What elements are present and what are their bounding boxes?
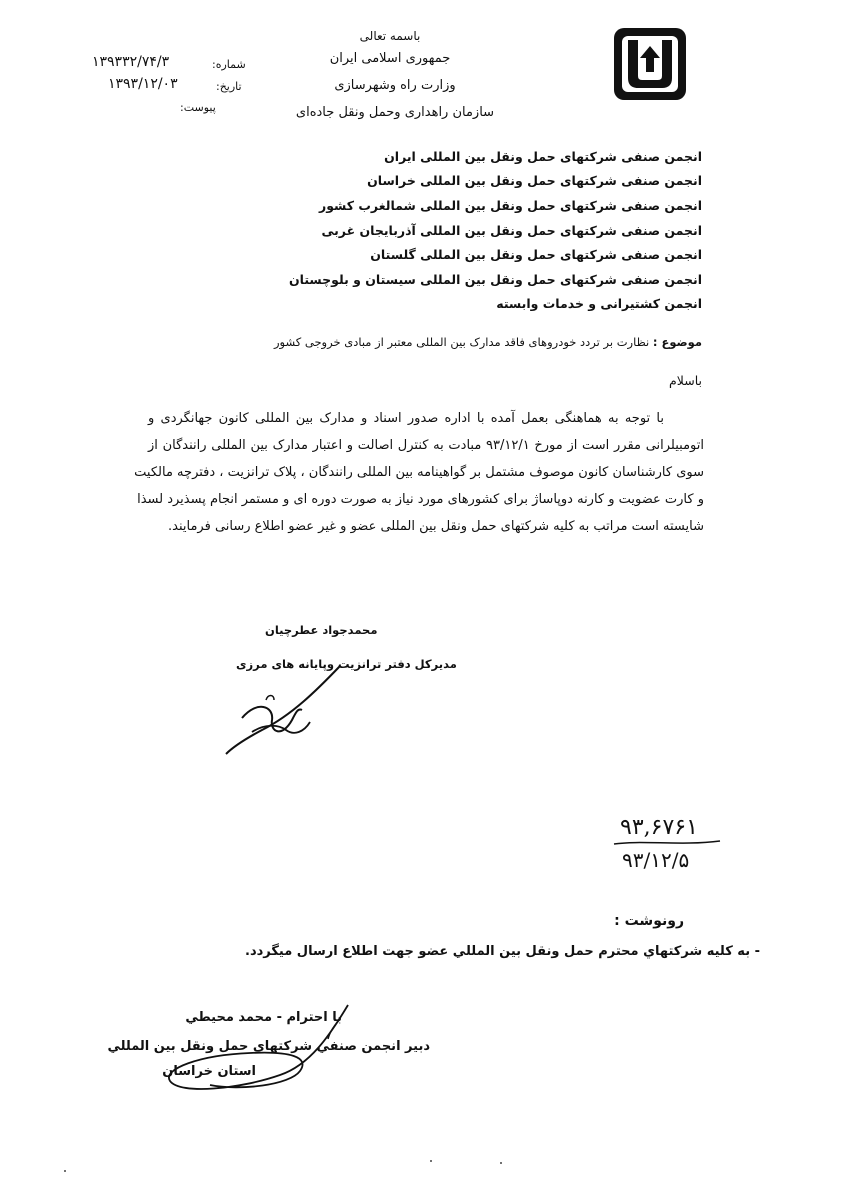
handwritten-number: ۹۳,۶۷۶۱	[620, 815, 698, 840]
scan-speck	[64, 1170, 66, 1172]
signatory-name: محمدجواد عطرچیان	[265, 623, 378, 637]
underline-icon	[612, 838, 722, 848]
closing-line: با احترام - محمد محیطي	[185, 1010, 342, 1025]
body-line: اتومبیلرانی مقرر است از مورخ ۹۳/۱۲/۱ مبادت به کنترل اصالت و اعتبار مدارک بین المللی رانندگان از	[148, 438, 704, 453]
body-line: و کارت عضویت و کارنه دوپاساژ برای کشورهای مورد نیاز به صورت دوره ای و مستمر انجام پسذیرد لسذا	[137, 492, 704, 507]
subject-text: نظارت بر تردد خودروهای فاقد مدارک بین المللی معتبر از مبادی خروجی کشور	[273, 335, 650, 349]
signatory-title: مدیرکل دفتر ترانزیت وپایانه های مرزی	[236, 657, 457, 671]
attachment-label: پیوست:	[180, 101, 216, 114]
body-line: سوی کارشناسان کانون موصوف مشتمل بر گواهینامه بین المللی رانندگان ، پلاک ترانزیت ، دفترچه مالکیت	[134, 465, 704, 480]
organization-text: سازمان راهداری وحمل ونقل جاده‌ای	[295, 105, 495, 120]
subject-line	[274, 335, 702, 349]
country-text: جمهوری اسلامی ایران	[329, 51, 451, 66]
recipient-line: انجمن صنفی شرکتهای حمل ونقل بین المللی خراسان	[367, 173, 702, 188]
scan-speck	[430, 1160, 432, 1162]
copy-label: رونوشت :	[614, 913, 684, 929]
letter-body	[134, 405, 704, 540]
recipient-line: انجمن صنفی شرکتهای حمل ونقل بین المللی ایران	[384, 149, 702, 164]
scan-speck	[500, 1162, 502, 1164]
ministry-text: وزارت راه وشهرسازی	[334, 78, 456, 93]
date-label: تاریخ:	[216, 80, 242, 93]
body-line: با توجه به هماهنگی بعمل آمده با اداره صدور اسناد و مدارک بین المللی کانون جهانگردی و	[148, 411, 664, 426]
signature-loop-icon	[160, 995, 360, 1105]
number-value: ۱۳۹۳۳۲/۷۴/۳	[92, 54, 170, 70]
date-value: ۱۳۹۳/۱۲/۰۳	[108, 76, 178, 92]
copy-line: - به کلیه شرکتهاي محترم حمل ونقل بین المللي عضو جهت اطلاع ارسال میگردد.	[245, 944, 760, 959]
closing-line: استان خراسان	[162, 1064, 256, 1079]
recipient-line: انجمن صنفی شرکتهای حمل ونقل بین المللی آذربایجان غربی	[321, 223, 702, 238]
rmto-logo-icon	[612, 26, 688, 102]
greeting-text: باسلام	[669, 373, 702, 388]
body-line: شایسته است مراتب به کلیه شرکتهای حمل ونقل بین المللی عضو و غیر عضو اطلاع رسانی فرمایند.	[168, 519, 704, 534]
closing-line: دبیر انجمن صنفي شرکتهاي حمل ونقل بین المللي	[107, 1039, 430, 1054]
recipient-line: انجمن کشتیرانی و خدمات وابسته	[496, 296, 702, 311]
number-label: شماره:	[212, 58, 246, 71]
recipient-line: انجمن صنفی شرکتهای حمل ونقل بین المللی شمالغرب کشور	[319, 198, 702, 213]
signature-scribble-icon	[222, 660, 352, 760]
recipient-line: انجمن صنفی شرکتهای حمل ونقل بین المللی گلستان	[370, 247, 702, 262]
handwritten-date: ۹۳/۱۲/۵	[622, 848, 690, 872]
recipient-line: انجمن صنفی شرکتهای حمل ونقل بین المللی سیستان و بلوچستان	[288, 272, 702, 287]
bismillah-text: باسمه تعالی	[359, 29, 421, 43]
subject-label: موضوع :	[652, 335, 702, 349]
